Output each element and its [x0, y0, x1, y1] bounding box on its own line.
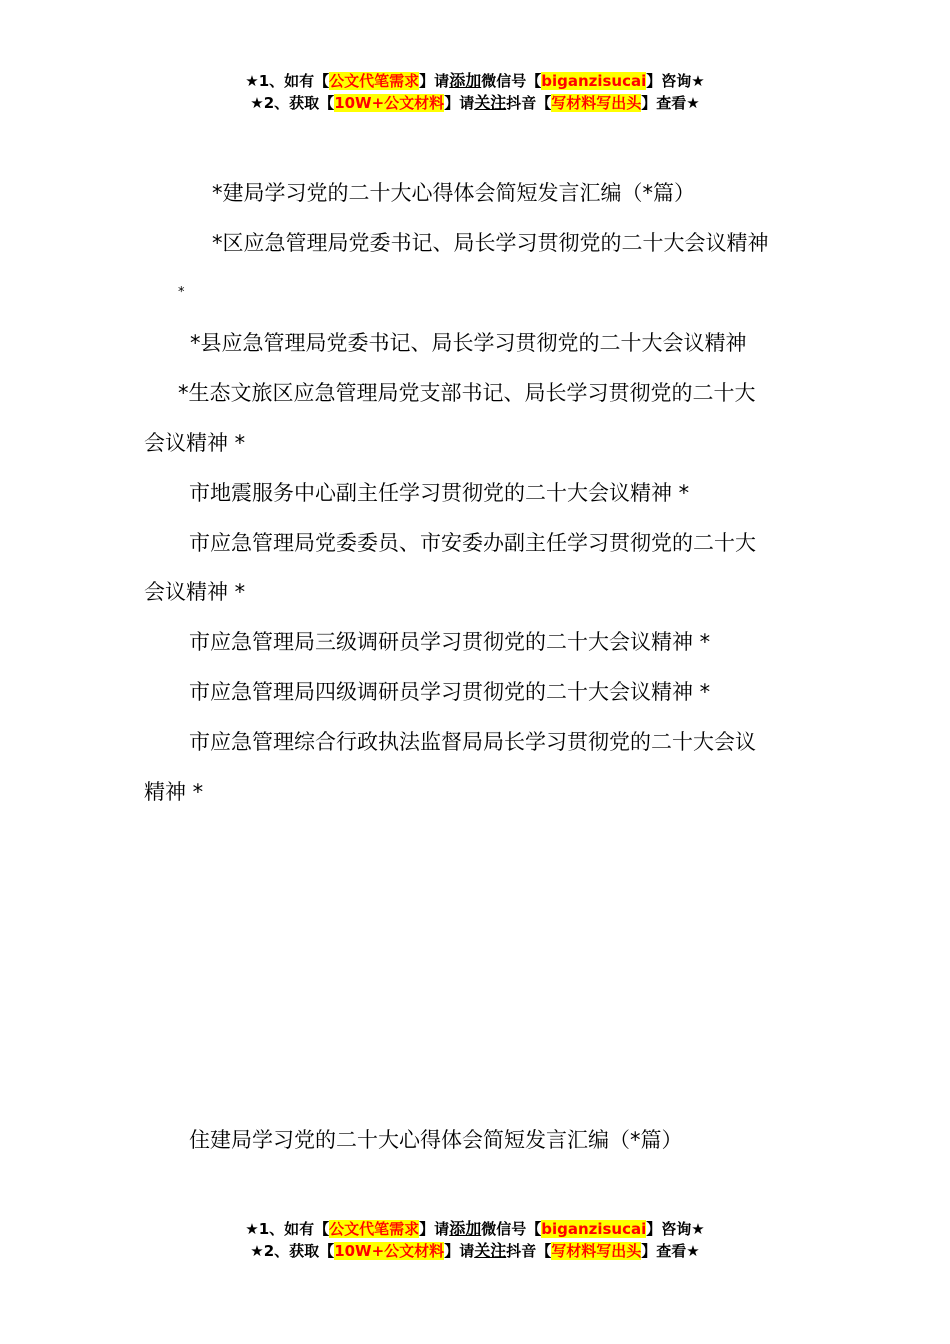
add-label: 添加 — [449, 71, 482, 90]
footer-line-2 — [0, 1240, 950, 1262]
header-line1-suffix: 】咨询★ — [646, 72, 705, 90]
toc-item-3[interactable]: *县应急管理局党委书记、局长学习贯彻党的二十大会议精神 — [190, 331, 747, 355]
wechat-id-highlight: biganzisucai — [541, 72, 647, 90]
toc-item-4-cont: 会议精神 * — [144, 431, 246, 455]
footer-line-1 — [0, 1218, 950, 1240]
toc-item-1[interactable]: *建局学习党的二十大心得体会简短发言汇编（*篇） — [212, 181, 695, 205]
header-line2-prefix: ★2、获取【 — [250, 94, 335, 112]
header-line-2 — [0, 92, 950, 114]
header-line2-mid1: 】请 — [444, 94, 475, 112]
header-line-1 — [0, 70, 950, 92]
materials-highlight: 10W+公文材料 — [334, 94, 445, 112]
header-banner — [0, 70, 950, 114]
footer-line2-prefix: ★2、获取【 — [250, 1242, 335, 1260]
footer-banner — [0, 1218, 950, 1262]
toc-item-6-cont: 会议精神 * — [144, 580, 246, 604]
materials-highlight: 10W+公文材料 — [334, 1242, 445, 1260]
follow-label: 关注 — [474, 1241, 507, 1260]
toc-item-7[interactable]: 市应急管理局三级调研员学习贯彻党的二十大会议精神 * — [189, 630, 711, 654]
footer-line1-suffix: 】咨询★ — [646, 1220, 705, 1238]
douyin-account-highlight: 写材料写出头 — [551, 94, 642, 112]
footer-line1-mid1: 】请 — [419, 1220, 450, 1238]
toc-item-9[interactable]: 市应急管理综合行政执法监督局局长学习贯彻党的二十大会议 — [189, 730, 756, 754]
header-line1-mid1: 】请 — [419, 72, 450, 90]
service-highlight: 公文代笔需求 — [329, 1220, 420, 1238]
header-line1-mid2: 微信号【 — [481, 72, 542, 90]
toc-item-6[interactable]: 市应急管理局党委委员、市安委办副主任学习贯彻党的二十大 — [189, 531, 756, 555]
toc-item-2[interactable]: *区应急管理局党委书记、局长学习贯彻党的二十大会议精神 — [212, 231, 769, 255]
toc-item-9-cont: 精神 * — [144, 780, 204, 804]
toc-item-2-marker: * — [178, 285, 185, 300]
service-highlight: 公文代笔需求 — [329, 72, 420, 90]
toc-item-8[interactable]: 市应急管理局四级调研员学习贯彻党的二十大会议精神 * — [189, 680, 711, 704]
footer-line2-mid2: 抖音【 — [506, 1242, 552, 1260]
footer-line2-mid1: 】请 — [444, 1242, 475, 1260]
toc-item-4[interactable]: *生态文旅区应急管理局党支部书记、局长学习贯彻党的二十大 — [178, 381, 756, 405]
follow-label: 关注 — [474, 93, 507, 112]
footer-line2-suffix: 】查看★ — [641, 1242, 700, 1260]
douyin-account-highlight: 写材料写出头 — [551, 1242, 642, 1260]
add-label: 添加 — [449, 1219, 482, 1238]
header-line2-mid2: 抖音【 — [506, 94, 552, 112]
toc-item-5[interactable]: 市地震服务中心副主任学习贯彻党的二十大会议精神 * — [189, 481, 690, 505]
footer-line1-mid2: 微信号【 — [481, 1220, 542, 1238]
section-title: 住建局学习党的二十大心得体会简短发言汇编（*篇） — [189, 1128, 683, 1152]
wechat-id-highlight: biganzisucai — [541, 1220, 647, 1238]
header-line1-prefix: ★1、如有【 — [245, 72, 330, 90]
header-line2-suffix: 】查看★ — [641, 94, 700, 112]
footer-line1-prefix: ★1、如有【 — [245, 1220, 330, 1238]
